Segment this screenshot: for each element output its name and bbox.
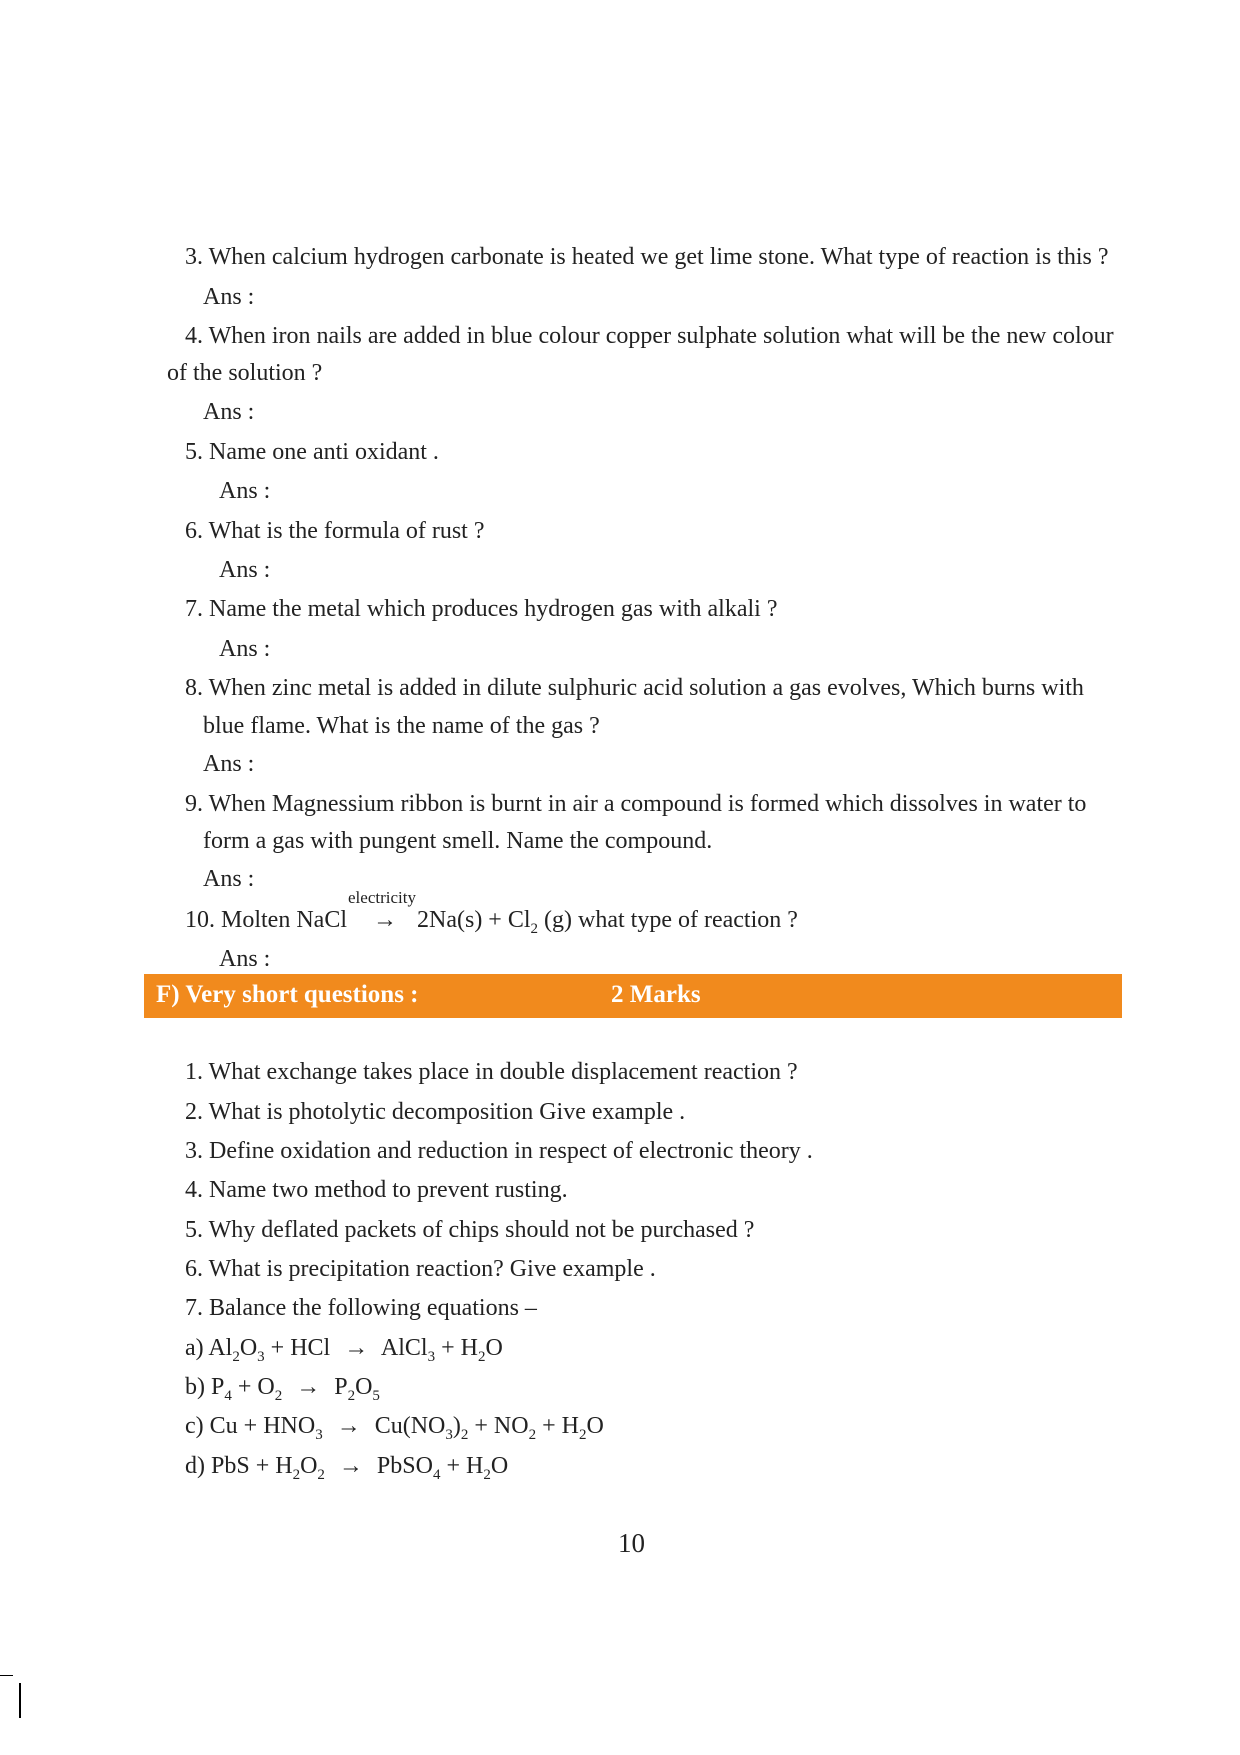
equation-c: c) $Cu + HNO_3 \to Cu(NO_3)_2 + NO_2 + H_2O$ (185, 1413, 604, 1443)
question-3 (185, 242, 1108, 272)
crop-mark-horizontal (0, 1675, 13, 1676)
question-number: 2. (185, 1099, 203, 1125)
list-item (185, 1293, 537, 1323)
question-text: What exchange takes place in double displacement reaction ? (208, 1059, 798, 1085)
question-number: 6. (185, 1256, 203, 1282)
question-9 (185, 789, 1086, 819)
answer-label: Ans : (203, 284, 255, 310)
question-4-continuation: of the solution ? (167, 360, 323, 386)
page-number: 10 (618, 1528, 645, 1558)
answer-label: Ans : (219, 478, 271, 504)
question-text: Name the metal which produces hydrogen gas with alkali ? (209, 596, 778, 622)
list-item (185, 1254, 656, 1284)
list-item (185, 1175, 568, 1205)
question-7 (185, 594, 778, 624)
question-number: 1. (185, 1059, 203, 1085)
question-text: (g) what type of reaction ? (538, 907, 798, 933)
section-title: F) Very short questions : (156, 981, 419, 1008)
question-number: 7. (185, 596, 203, 622)
equation-b: b) $P_4 + O_2 \to P_2O_5$ (185, 1374, 380, 1404)
answer-label: Ans : (219, 557, 271, 583)
question-number: 4. (185, 1177, 203, 1203)
product: 2Na(s) + Cl (417, 907, 531, 933)
list-item (185, 1136, 813, 1166)
section-marks: 2 Marks (611, 981, 701, 1008)
question-text: When zinc metal is added in dilute sulphuric acid solution a gas evolves, Which burns with (208, 675, 1084, 701)
question-8-continuation: blue flame. What is the name of the gas ? (203, 713, 600, 739)
question-text: Define oxidation and reduction in respect of electronic theory . (209, 1138, 813, 1164)
answer-label: Ans : (219, 946, 271, 972)
question-text: When Magnessium ribbon is burnt in air a compound is formed which dissolves in water to (208, 791, 1087, 817)
answer-label: Ans : (203, 866, 255, 892)
question-text: What is photolytic decomposition Give example . (208, 1099, 686, 1125)
answer-label: Ans : (203, 751, 255, 777)
arrow-condition-label: electricity (348, 888, 416, 907)
question-6 (185, 516, 485, 546)
question-10 (185, 905, 798, 944)
question-text: When calcium hydrogen carbonate is heated we get lime stone. What type of reaction is this ? (208, 244, 1109, 270)
question-number: 6. (185, 518, 203, 544)
question-text: What is the formula of rust ? (208, 518, 485, 544)
reaction-arrow: → (373, 907, 397, 933)
question-text: What is precipitation reaction? Give example . (208, 1256, 656, 1282)
subscript: 2 (530, 921, 539, 937)
question-text: Balance the following equations – (209, 1295, 537, 1321)
question-number: 7. (185, 1295, 203, 1321)
question-text: Why deflated packets of chips should not be purchased ? (208, 1217, 755, 1243)
list-item (185, 1057, 798, 1087)
question-number: 5. (185, 1217, 203, 1243)
question-text: Name two method to prevent rusting. (209, 1177, 568, 1203)
question-text: Name one anti oxidant . (209, 439, 439, 465)
question-number: 3. (185, 244, 203, 270)
question-number: 5. (185, 439, 203, 465)
question-number: 3. (185, 1138, 203, 1164)
equation-a: a) $Al_2O_3$ + HCl → AlCl$_3$ + $H_2O$ (185, 1335, 503, 1365)
section-banner (144, 974, 1122, 1018)
question-8 (185, 673, 1084, 703)
question-text: When iron nails are added in blue colour copper sulphate solution what will be the new colour (208, 323, 1114, 349)
equation-d: d) PbS + $H_2O_2$ → PbSO$_4$ + $H_2O$ (185, 1453, 509, 1483)
question-9-continuation: form a gas with pungent smell. Name the compound. (203, 828, 713, 854)
answer-label: Ans : (203, 399, 255, 425)
question-number: 4. (185, 323, 203, 349)
question-5 (185, 437, 439, 467)
question-number: 9. (185, 791, 203, 817)
list-item (185, 1097, 685, 1127)
crop-mark-vertical (19, 1683, 21, 1718)
list-item (185, 1215, 754, 1245)
answer-label: Ans : (219, 636, 271, 662)
question-4 (185, 321, 1114, 351)
question-number: 10. (185, 907, 215, 933)
reactant: Molten NaCl (221, 907, 347, 933)
question-number: 8. (185, 675, 203, 701)
